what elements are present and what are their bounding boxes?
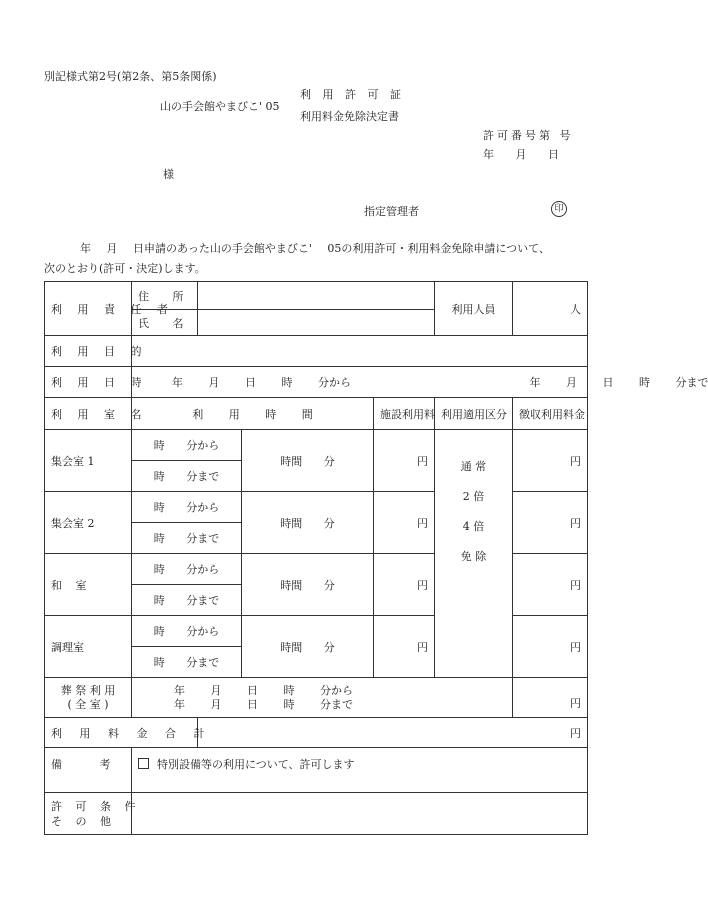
funeral-to: 年 月 日 時 分まで: [174, 697, 353, 711]
form-reference: 別記様式第2号(第2条、第5条関係): [44, 70, 217, 83]
duration: 時間 分: [242, 616, 374, 678]
category-normal: 通 常: [460, 460, 487, 473]
category-double: 2 倍: [462, 490, 485, 503]
facility-name: 山の手会館やまびこ' 05: [160, 100, 280, 113]
datetime-from: 年 月 日 時 分から: [172, 376, 351, 389]
name-field[interactable]: [198, 310, 435, 336]
category-list: [435, 430, 513, 678]
conditions-line2: そ の 他: [51, 814, 116, 828]
row-remarks: [45, 748, 588, 793]
time-from: 時 分から: [132, 430, 242, 461]
funeral-from: 年 月 日 時 分から: [174, 683, 353, 697]
time-to: 時 分まで: [132, 461, 242, 492]
category-exempt: 免 除: [460, 550, 487, 563]
category-header: 利用適用区分: [435, 398, 513, 430]
body-line-2: 次のとおり(許可・決定)します。: [44, 262, 206, 275]
facility-fee: 円: [374, 616, 435, 678]
seal-icon: 印: [551, 201, 567, 217]
funeral-datetime[interactable]: [132, 678, 513, 718]
designated-manager: 指定管理者: [364, 205, 419, 218]
row-conditions: [45, 793, 588, 835]
collect-header: 徴収利用料金: [513, 398, 588, 430]
datetime-to: 年 月 日 時 分まで: [529, 376, 708, 389]
users-unit: 人: [513, 282, 588, 336]
collected-fee: 円: [513, 554, 588, 616]
duration: 時間 分: [242, 554, 374, 616]
duration: 時間 分: [242, 492, 374, 554]
fee-header: 施設利用料: [374, 398, 435, 430]
datetime-label: 利 用 日 時: [45, 367, 132, 398]
seal-mark: [551, 201, 567, 217]
permit-form-table: [44, 281, 708, 835]
title-permit: 利 用 許 可 証: [300, 88, 405, 101]
purpose-label: 利 用 目 的: [45, 336, 132, 367]
funeral-fee: 円: [513, 678, 588, 718]
remarks-text: 特別設備等の利用について、許可します: [157, 758, 355, 771]
addressee-suffix: 様: [163, 168, 174, 181]
row-datetime: [45, 367, 588, 398]
room-header: 利 用 室 名: [45, 398, 132, 430]
funeral-label-line2: ( 全 室 ): [67, 697, 109, 711]
time-header: 利 用 時 間: [132, 398, 374, 430]
row-funeral: [45, 678, 588, 718]
time-from: 時 分から: [132, 554, 242, 585]
row-address: [45, 282, 588, 310]
title-exemption: 利用料金免除決定書: [300, 110, 399, 123]
time-to: 時 分まで: [132, 647, 242, 678]
address-field[interactable]: [198, 282, 435, 310]
datetime-field[interactable]: [132, 367, 708, 398]
time-from: 時 分から: [132, 492, 242, 523]
conditions-field[interactable]: [132, 793, 588, 835]
time-from: 時 分から: [132, 616, 242, 647]
row-purpose: [45, 336, 588, 367]
room-row: [45, 430, 588, 461]
time-to: 時 分まで: [132, 585, 242, 616]
collected-fee: 円: [513, 616, 588, 678]
collected-fee: 円: [513, 430, 588, 492]
row-total: [45, 718, 588, 748]
facility-fee: 円: [374, 492, 435, 554]
conditions-label: [45, 793, 141, 835]
body-line-1: 年 月 日申請のあった山の手会館やまびこ' 05の利用許可・利用料金免除申請について、: [80, 242, 550, 255]
room-name: 和 室: [45, 554, 132, 616]
funeral-label-line1: 葬 祭 利 用: [60, 683, 116, 697]
facility-fee: 円: [374, 554, 435, 616]
responsible-label: 利 用 責 任 者: [45, 282, 132, 336]
issue-date: 年 月 日: [483, 148, 559, 161]
funeral-label: [45, 678, 132, 718]
users-label: 利用人員: [435, 282, 513, 336]
facility-fee: 円: [374, 430, 435, 492]
duration: 時間 分: [242, 430, 374, 492]
address-label: 住 所: [132, 282, 198, 310]
row-column-headers: [45, 398, 588, 430]
total-label: 利 用 料 金 合 計: [45, 718, 198, 748]
collected-fee: 円: [513, 492, 588, 554]
remarks-field: [132, 748, 588, 793]
room-name: 集会室 2: [45, 492, 132, 554]
time-to: 時 分まで: [132, 523, 242, 554]
purpose-field[interactable]: [132, 336, 588, 367]
room-name: 調理室: [45, 616, 132, 678]
category-quadruple: 4 倍: [462, 520, 485, 533]
remarks-label: 備 考: [45, 748, 132, 793]
name-label: 氏 名: [132, 310, 198, 336]
total-amount: 円: [198, 718, 588, 748]
conditions-line1: 許 可 条 件: [51, 799, 141, 813]
room-name: 集会室 1: [45, 430, 132, 492]
special-equipment-checkbox[interactable]: [138, 758, 149, 769]
permit-number: 許可番号第 号: [483, 129, 574, 142]
